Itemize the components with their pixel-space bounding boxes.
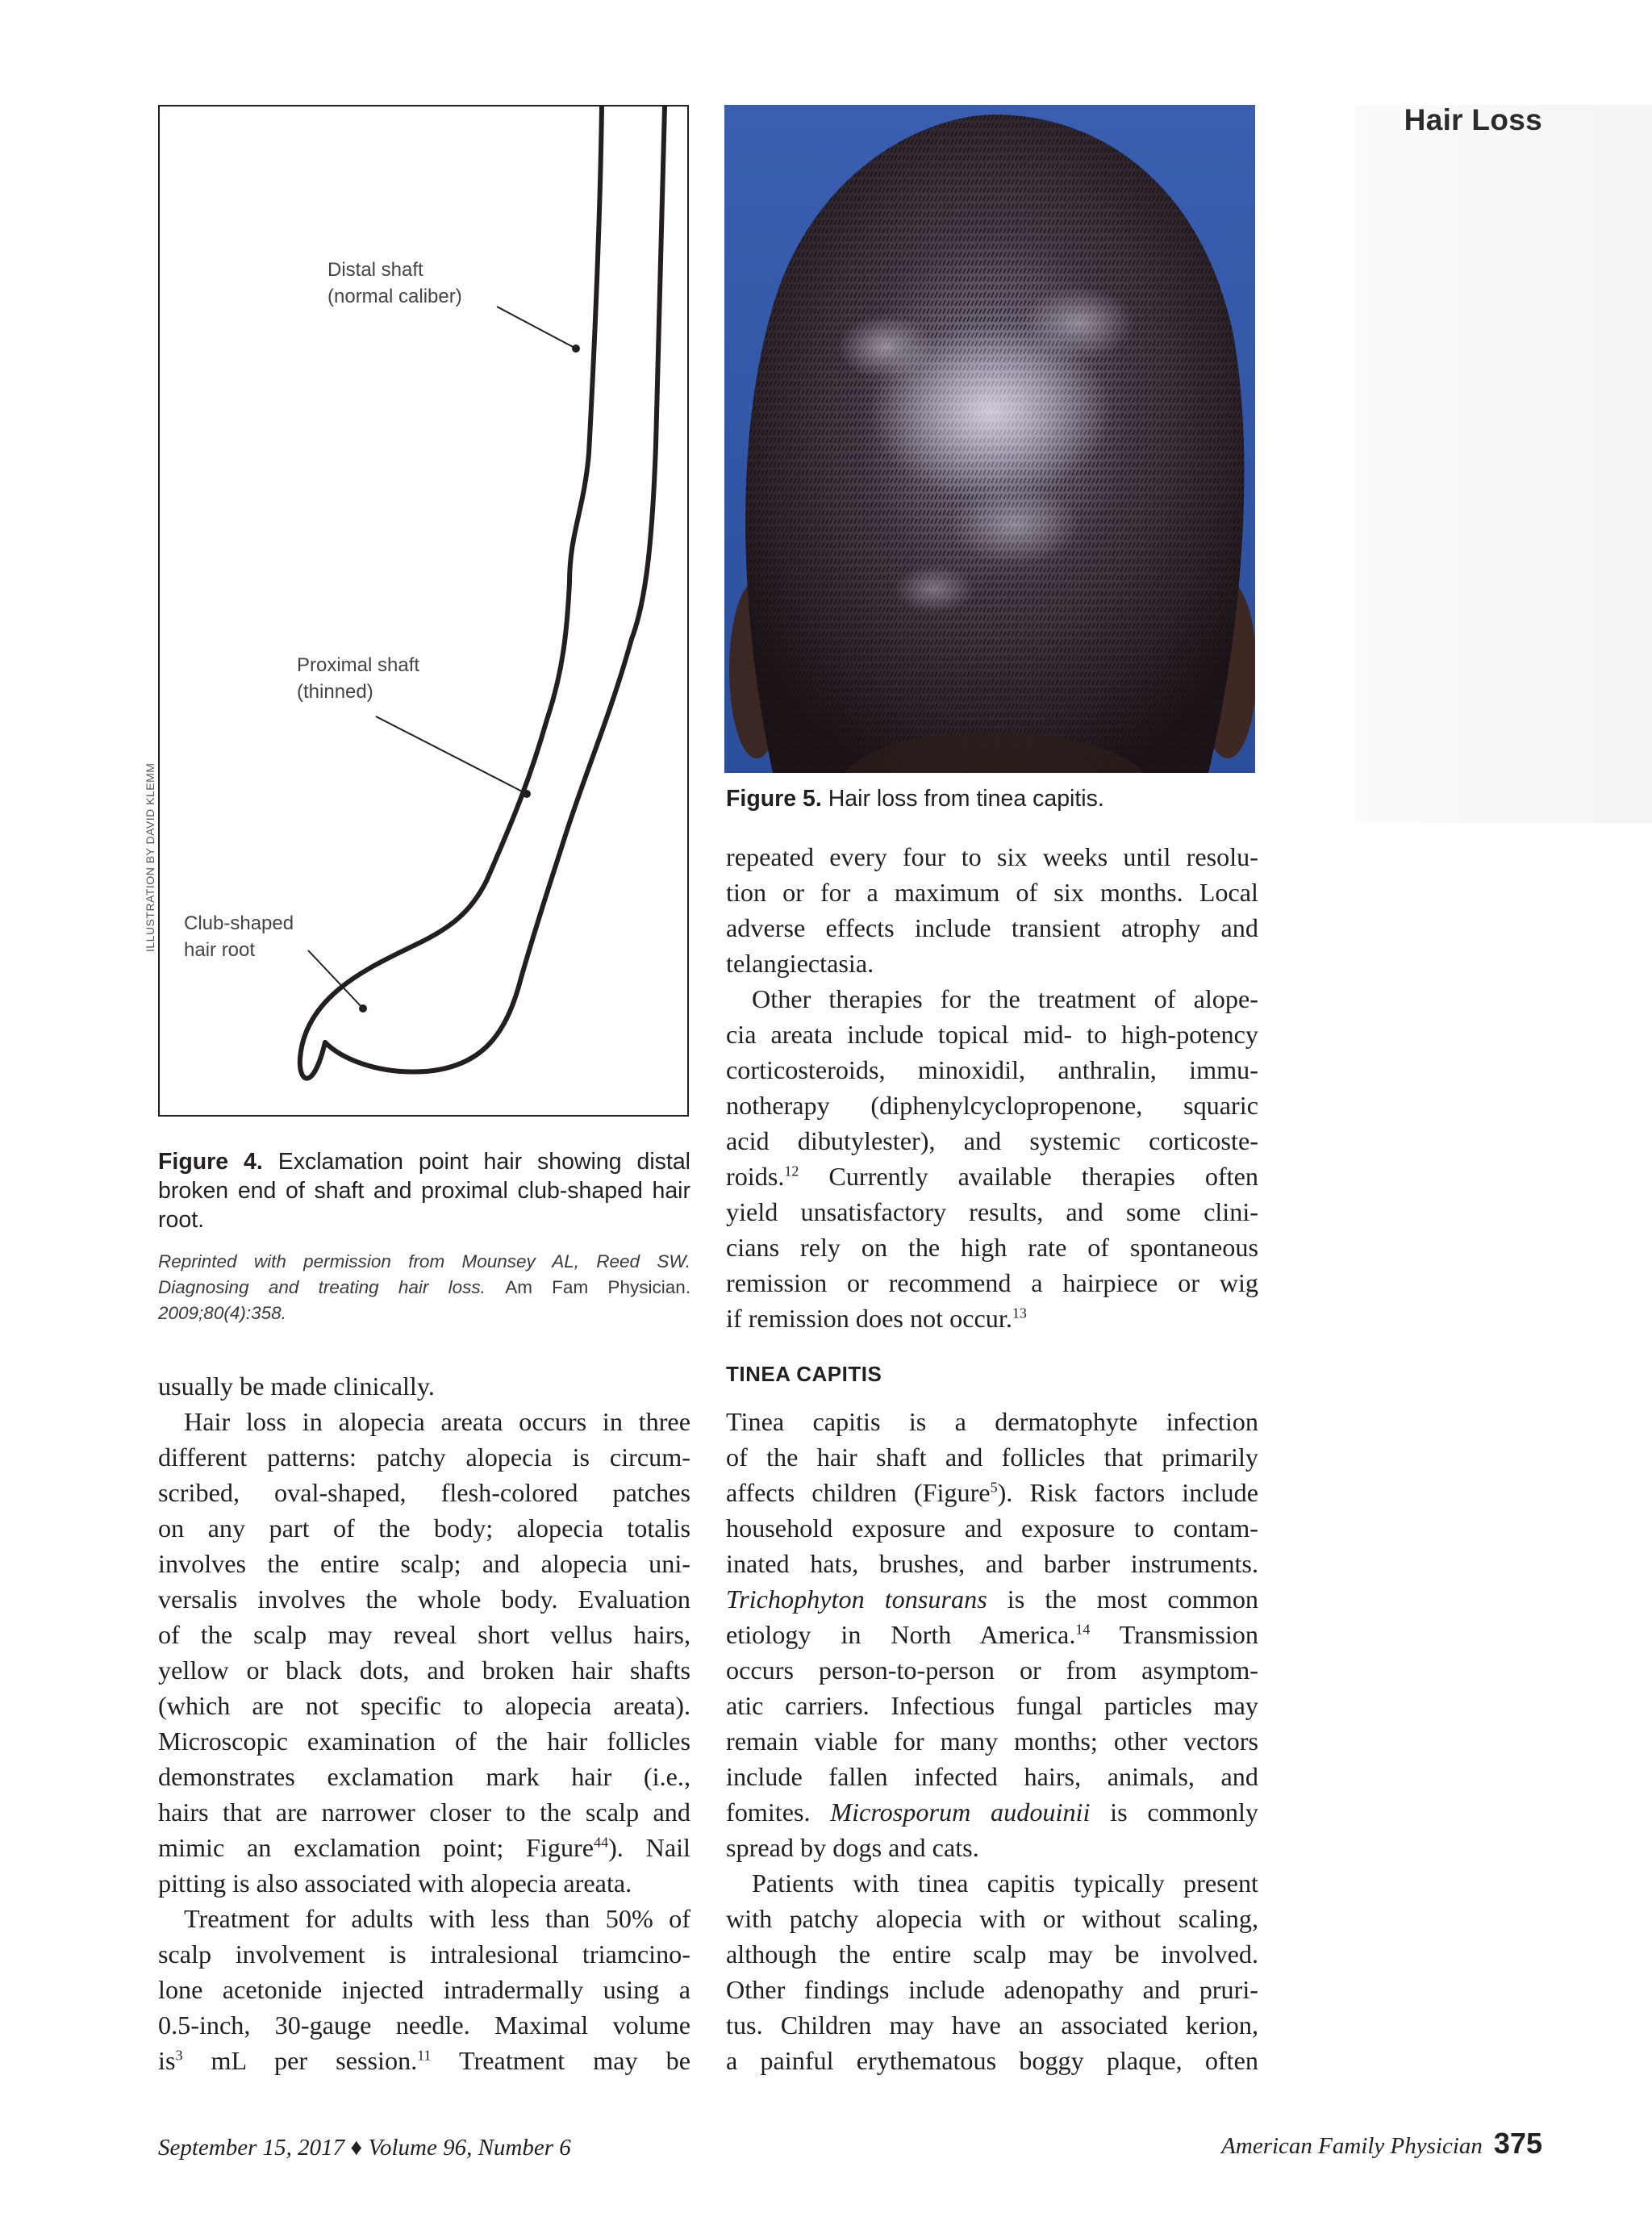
text-line: yield unsatisfactory results, and some clini-: [726, 1197, 1258, 1226]
figure-4-caption: [158, 1147, 690, 1234]
text-line: Hair loss in alopecia areata occurs in three: [184, 1407, 690, 1436]
figure-5-photo: [724, 105, 1255, 773]
paragraph: [726, 1865, 1258, 2078]
paragraph: [158, 1901, 690, 2078]
text-line: Other findings include adenopathy and pruri-: [726, 1975, 1258, 2004]
text-line: of the hair shaft and follicles that primarily: [726, 1443, 1258, 1472]
text-line: spread by dogs and cats.: [726, 1833, 979, 1862]
paragraph: [726, 1404, 1258, 1865]
body-left-column: [158, 1368, 690, 2078]
body-right-column-bottom: [726, 1404, 1258, 2078]
reprint-line-1: Reprinted with permission from Mounsey AL, Reed SW.: [158, 1251, 690, 1271]
text-line: 0.5-inch, 30-gauge needle. Maximal volume: [158, 2010, 690, 2040]
text-line: fomites. Microsporum audouinii is commonly: [726, 1797, 1258, 1827]
point-proximal: [524, 791, 530, 797]
hair-outline-left: [300, 106, 602, 1079]
label-club-root: [184, 910, 294, 963]
text-line: (which are not specific to alopecia areata).: [158, 1691, 690, 1720]
reprint-line-4: 2009;80(4):358.: [158, 1303, 286, 1323]
text-line: affects children (Figure$^5$). Risk factors include: [726, 1478, 1258, 1507]
leader-distal: [497, 307, 576, 349]
text-line: usually be made clinically.: [158, 1372, 435, 1401]
label-root-line-1: Club-shaped: [184, 912, 294, 934]
text-line: yellow or black dots, and broken hair shafts: [158, 1656, 690, 1685]
text-line: on any part of the body; alopecia totalis: [158, 1514, 690, 1543]
text-line: tus. Children may have an associated kerion,: [726, 2010, 1258, 2040]
text-line: cia areata include topical mid- to high-potency: [726, 1020, 1258, 1049]
section-heading-tinea-capitis: TINEA CAPITIS: [726, 1362, 882, 1386]
paragraph: [726, 981, 1258, 1336]
text-line: adverse effects include transient atrophy and: [726, 913, 1258, 942]
hair-outline-right: [325, 106, 665, 1072]
illustration-credit: ILLUSTRATION BY DAVID KLEMM: [144, 762, 156, 952]
footer-journal-name: American Family Physician: [1221, 2133, 1483, 2159]
figure-4-reprint-note: [158, 1249, 690, 1326]
leader-proximal: [376, 716, 527, 794]
text-line: Treatment for adults with less than 50% of: [184, 1904, 690, 1933]
sidebar-shading: [1355, 105, 1652, 823]
paragraph: [726, 839, 1258, 981]
label-distal-shaft: [327, 257, 462, 310]
point-distal: [573, 345, 579, 352]
footer-journal-page: [1221, 2127, 1542, 2161]
text-line: Microscopic examination of the hair follicles: [158, 1727, 690, 1756]
text-line: versalis involves the whole body. Evaluation: [158, 1585, 690, 1614]
figure-4-illustration: [158, 105, 689, 1117]
text-line: cians rely on the high rate of spontaneous: [726, 1233, 1258, 1262]
text-line: atic carriers. Infectious fungal particles may: [726, 1691, 1258, 1720]
text-line: roids.$^{12}$ Currently available therapies often: [726, 1162, 1258, 1191]
text-line: Patients with tinea capitis typically present: [752, 1868, 1258, 1898]
text-line: if remission does not occur.$^{13}$: [726, 1304, 1027, 1333]
text-line: pitting is also associated with alopecia areata.: [158, 1868, 632, 1898]
text-line: Tinea capitis is a dermatophyte infection: [726, 1407, 1258, 1436]
label-proximal-line-2: (thinned): [297, 681, 373, 703]
paragraph: [158, 1404, 690, 1901]
text-line: Trichophyton tonsurans is the most common: [726, 1585, 1259, 1614]
figure-5-caption: [726, 784, 1258, 813]
paragraph: [158, 1368, 690, 1404]
text-line: Other therapies for the treatment of alope-: [752, 984, 1258, 1013]
label-distal-line-1: Distal shaft: [327, 259, 423, 281]
text-line: mimic an exclamation point; Figure$^{44}$). Nail: [158, 1833, 690, 1862]
label-distal-line-2: (normal caliber): [327, 286, 462, 307]
text-line: remain viable for many months; other vectors: [726, 1727, 1258, 1756]
text-line: a painful erythematous boggy plaque, often: [726, 2046, 1258, 2075]
text-line: involves the entire scalp; and alopecia uni-: [158, 1549, 690, 1578]
text-line: remission or recommend a hairpiece or wig: [726, 1268, 1258, 1297]
text-line: corticosteroids, minoxidil, anthralin, immu-: [726, 1055, 1258, 1084]
figure-5-caption-text: Hair loss from tinea capitis.: [821, 786, 1104, 812]
text-line: household exposure and exposure to contam-: [726, 1514, 1258, 1543]
body-right-column-top: [726, 839, 1258, 1336]
text-line: scalp involvement is intralesional triamcino-: [158, 1939, 690, 1969]
figure-4-caption-label: Figure 4.: [158, 1149, 263, 1175]
text-line: hairs that are narrower closer to the scalp and: [158, 1797, 690, 1827]
text-line: lone acetonide injected intradermally using a: [158, 1975, 690, 2004]
label-proximal-line-1: Proximal shaft: [297, 654, 420, 676]
text-line: notherapy (diphenylcyclopropenone, squaric: [726, 1091, 1258, 1120]
point-root: [360, 1005, 366, 1012]
text-line: inated hats, brushes, and barber instruments.: [726, 1549, 1258, 1578]
text-line: repeated every four to six weeks until resolu-: [726, 842, 1258, 871]
reprint-journal: Am Fam Physician.: [505, 1277, 690, 1297]
text-line: etiology in North America.$^{14}$ Transmission: [726, 1620, 1258, 1649]
text-line: acid dibutylester), and systemic corticoste-: [726, 1126, 1258, 1155]
text-line: with patchy alopecia with or without scaling,: [726, 1904, 1258, 1933]
text-line: include fallen infected hairs, animals, and: [726, 1762, 1258, 1791]
text-line: occurs person-to-person or from asymptom-: [726, 1656, 1258, 1685]
text-line: of the scalp may reveal short vellus hairs,: [158, 1620, 690, 1649]
label-root-line-2: hair root: [184, 939, 256, 961]
label-proximal-shaft: [297, 652, 419, 705]
text-line: tion or for a maximum of six months. Local: [726, 878, 1258, 907]
text-line: telangiectasia.: [726, 949, 874, 978]
text-line: scribed, oval-shaped, flesh-colored patches: [158, 1478, 690, 1507]
reprint-line-2: Diagnosing and treating hair loss.: [158, 1277, 486, 1297]
footer-issue-info: September 15, 2017 ♦ Volume 96, Number 6: [158, 2135, 571, 2161]
text-line: although the entire scalp may be involved.: [726, 1939, 1258, 1969]
text-line: $is^3$ mL per session.$^{11}$ Treatment may be: [158, 2046, 690, 2075]
section-title: Hair Loss: [1404, 103, 1542, 136]
figure-5-caption-label: Figure 5.: [726, 786, 822, 812]
page-number: 375: [1493, 2127, 1542, 2160]
text-line: demonstrates exclamation mark hair (i.e.,: [158, 1762, 690, 1791]
text-line: different patterns: patchy alopecia is circum-: [158, 1443, 690, 1472]
figure-4-caption-text: Exclamation point hair showing distal broken end of shaft and proximal club-shaped hair root.: [158, 1149, 691, 1233]
